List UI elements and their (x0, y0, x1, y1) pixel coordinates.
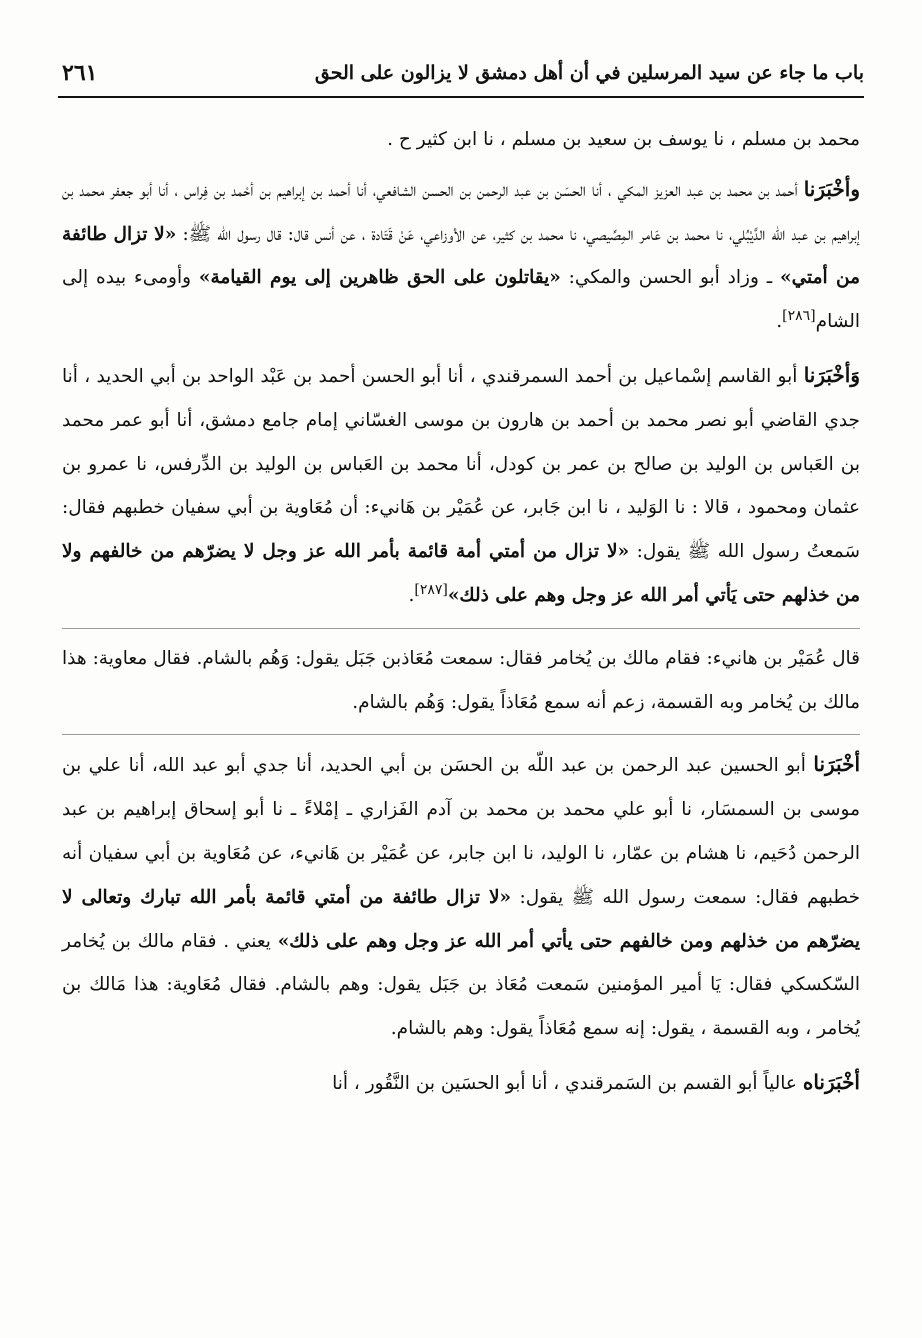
isnad-lead-word: وَأخْبَرَنا (803, 362, 860, 387)
paragraph-separator (62, 628, 860, 629)
text-run: . (408, 584, 415, 606)
hadith-text: «لا تزال من أمتي أمة قائمة بأمر الله عز وجل لا يضرّهم من خالفهم ولا من خذلهم حتى يَأتي أمر الله عز وجل وهم على ذلك» (62, 541, 860, 606)
isnad-lead-word: أخْبَرَناه (802, 1069, 860, 1094)
hadith-number: [٢٨٦] (782, 308, 816, 325)
text-paragraph (62, 354, 860, 618)
hadith-text: «لا تزال طائفة من أمتي» (62, 223, 861, 289)
hadith-text: «لا تزال طائفة من أمتي قائمة بأمر الله تبارك وتعالى لا يضرّهم من خذلهم ومن خالفهم حتى يأتي أمر الله عز وجل وهم على ذلك» (62, 886, 860, 952)
text-run: ـ وزاد أبو الحسن والمكي: (560, 267, 780, 289)
text-run: أبو الحسين عبد الرحمن بن عبد اللّه بن الحسَن بن أبي الحديد، أنا جدي أبو عبد الله، أنا علي بن موسى بن السمسَار، نا أبو علي محمد بن محمد بن آدم الفَزاري ـ إمْلاءً ـ نا أبو إسحاق إبراهيم بن عبد الرحمن دُحَيم، نا هشام بن عمّار، نا الوليد، نا ابن جابر، عن عُمَيْر بن هَانيء، عن مُعَاوية بن أبي سفيان أنه خطبهم فقال: سمعت رسول الله ﷺ يقول: (62, 755, 861, 908)
text-run: محمد بن مسلم ، نا يوسف بن سعيد بن مسلم ، نا ابن كثير ح . (387, 129, 860, 150)
paragraph-separator (62, 734, 860, 735)
chapter-title: باب ما جاء عن سيد المرسلين في أن أهل دمشق لا يزالون على الحق (314, 62, 864, 84)
text-paragraph (62, 1061, 860, 1106)
text-run: قال عُمَيْر بن هانيء: فقام مالك بن يُخامر فقال: سمعت مُعَاذبن جَبَل يقول: وَهُم بالشام. فقال معاوية: هذا مالك بن يُخامر وبه القسمة، زعم أنه سمع مُعَاذاً يقول: وَهُم بالشام. (62, 647, 860, 713)
page-number: ٢٦١ (62, 60, 98, 86)
isnad-lead-word: وأخْبَرَنا (803, 176, 860, 201)
text-paragraph (62, 118, 860, 162)
isnad-lead-word: أخْبَرَنا (813, 752, 860, 777)
page-body (62, 118, 860, 1116)
hadith-text: «يقاتلون على الحق ظاهرين إلى يوم القيامة» (198, 267, 561, 289)
text-run: أحمد بن محمد بن عبد العزيز المكي ، أنا الحسَن بن عبد الرحمن بن الحسن الشافعي، أنا أحمد بن إبراهيم بن أحْمد بن فِراس ، أنا أبو جعفر محمد بن إبراهيم بن عبد الله الدَّيْبُلي، نا محمد بن عَامر المِصِّيصي، نا محمد بن كثير، عن الأوزاعي، عَنْ قَتَادة ، عن أنس قال: قال رسول الله ﷺ: (62, 179, 860, 245)
text-paragraph (62, 168, 860, 344)
text-paragraph (62, 637, 860, 725)
text-run: عالياً أبو القسم بن السَمرقندي ، أنا أبو الحسَين بن النَّقُور ، أنا (332, 1072, 803, 1094)
hadith-number: [٢٨٧] (414, 581, 448, 598)
text-run: . (776, 311, 783, 333)
text-paragraph (62, 743, 860, 1051)
text-run: أبو القاسم إسْماعيل بن أحمد السمرقندي ، أنا أبو الحسن أحمد بن عَبْد الواحد بن أبي الحديد ، أنا جدي القاضي أبو نصر محمد بن أحمد بن هارون بن موسى الغسّاني إمام جامع دمشق، أنا أبو عمر محمد بن العَباس بن الوليد بن صالح بن عمر بن كودل، أنا محمد بن العَباس بن الوليد بن الدِّرفس، نا عمرو بن عثمان ومحمود ، قالا : نا الوَليد ، نا ابن جَابر، عن عُمَيْر بن هَانيء: أن مُعَاوية بن أبي سفيان خطبهم فقال: سَمعتُ رسول الله ﷺ يقول: (62, 365, 860, 563)
text-run: وأومىء بيده إلى الشام (62, 267, 860, 333)
header-rule (58, 96, 864, 98)
running-header (58, 58, 864, 100)
text-run: يعني . فقام مالك بن يُخامر السّكسكي فقال: يَا أمير المؤمنين سَمعت مُعَاذ بن جَبَل يقول: وهم بالشام. فقال مُعَاوية: هذا مَالك بن يُخامر ، وبه القسمة ، يقول: إنه سمع مُعَاذاً يقول: وهم بالشام. (62, 930, 860, 1040)
